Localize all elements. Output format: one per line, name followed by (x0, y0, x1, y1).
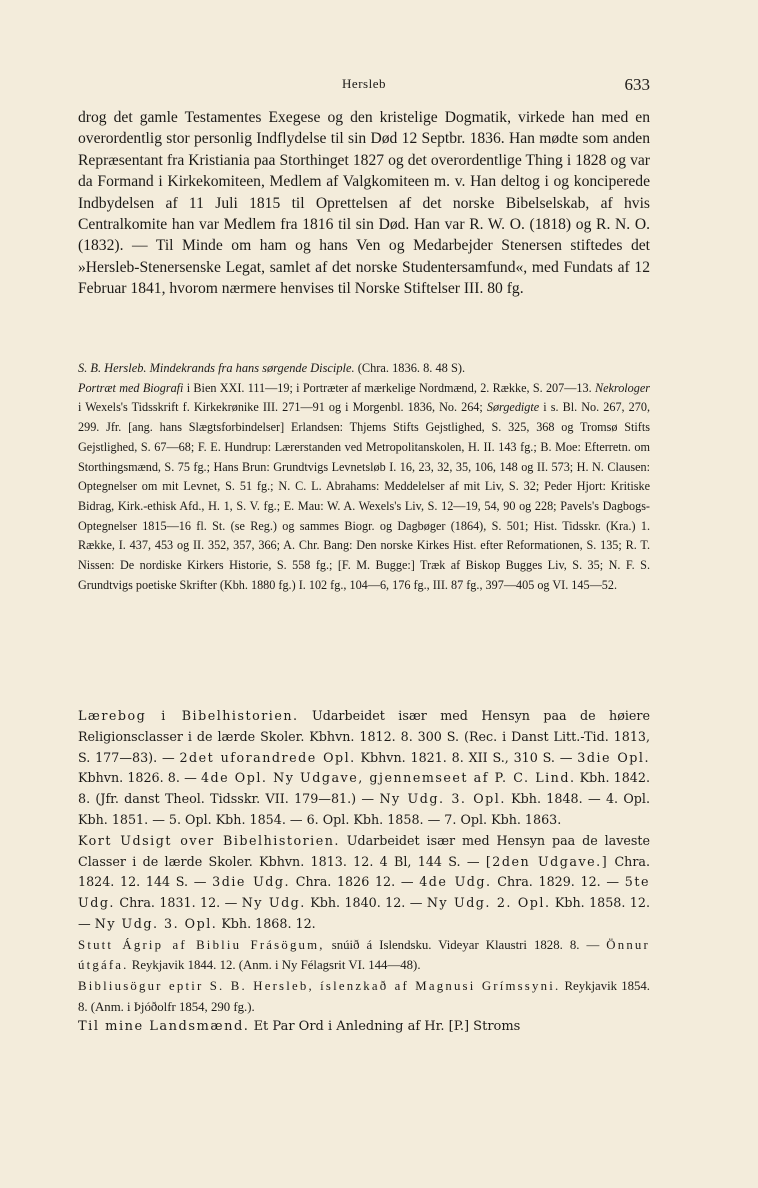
edition-details: Kbh. 1840. 12. — (305, 895, 427, 911)
work-details: snúið á Islendsku. Videyar Klaustri 1828. 8. — (324, 937, 607, 952)
edition-details: Chra. 1829. 12. — (491, 874, 625, 890)
page-number: 633 (624, 75, 650, 94)
running-head-title: Hersleb (342, 76, 386, 91)
edition-label: 3die Udg. (212, 874, 291, 890)
edition-details: Kbhvn. 1821. 8. XII S., 310 S. — (355, 749, 578, 765)
edition-details: Chra. 1826 12. — (290, 874, 420, 890)
sorgedigte-details: i s. Bl. No. 267, 270, 299. Jfr. [ang. hans Slægtsforbindelser] Erlandsen: Thjems Stifts Gejstlighed, S. 325, 368 og Tromsø Stifts Gejstlighed, S. 67—68; F. E. Hundrup: Lærerstanden ved Metropolitanskolen, H. II. 143 fg.; B. Moe: Efterretn. om Storthingsmænd, S. 75 fg.; Hans Brun: Grundtvigs Levnetsløb I. 16, 23, 32, 35, 106, 148 og II. 573; H. N. Clausen: Optegnelser om mit Levnet, S. 51 fg.; N. C. L. Abrahams: Meddelelser af mit Liv, S. 32; Peder Hjort: Kritiske Bidrag, Kirk.-ethisk Afd., H. 1, S. V. fg.; E. Mau: W. A. Wexels's Liv, S. 12—19, 54, 90 og 228; Pavels's Dagbogs-Optegnelser 1815—16 fl. St. (se Reg.) og sammes Biogr. og Dagbøger (1864), S. 501; Hist. Tidsskr. (Kra.) 1. Række, I. 437, 453 og II. 352, 357, 366; A. Chr. Bang: Den norske Kirkes Hist. efter Reformationen, S. 135; R. T. Nissen: De nordiske Kirkers Historie, S. 558 fg.; [F. M. Bugge:] Træk af Biskop Bugges Liv, S. 35; N. F. S. Grundtvigs poetiske Skrifter (Kbh. 1880 fg.) I. 102 fg., 104—6, 176 fg., III. 87 fg., 397—405 og VI. 145—52. (78, 400, 650, 592)
reference-details: (Chra. 1836. 8. 48 S). (357, 361, 466, 375)
biography-text (78, 107, 650, 300)
book-page (78, 0, 650, 1188)
reference-list (78, 379, 650, 596)
edition-details: Kbh. 1858. 12. — (78, 895, 650, 931)
work-entry-laerebog (78, 706, 650, 831)
work-entry-stutt-agrip (78, 935, 650, 976)
work-entry-kort-udsigt (78, 831, 650, 935)
edition-label: 2det uforandrede Opl. (179, 749, 356, 765)
reference-mindekrands (78, 359, 650, 379)
work-details: Et Par Ord i Anledning af Hr. [P.] Stroms (249, 1019, 521, 1035)
reference-author: S. B. Hersleb. (78, 361, 147, 375)
edition-label: Ny Udg. (241, 895, 306, 911)
edition-details: Reykjavik 1844. 12. (Anm. i Ny Félagsrit VI. 144—48). (128, 958, 421, 973)
nekrologer-details: i Wexels's Tidsskrift f. Kirkekrønike III. 271—91 og i Morgenbl. 1836, No. 264; (78, 400, 483, 415)
work-details: Udarbeidet især med Hensyn paa de høiere Religionsclasser i de lærde Skoler. Kbhvn. 1812. 8. 300 S. (Rec. i Danst Litt.-Tid. 1813, S. 177—83). — (78, 708, 650, 765)
work-details: Udarbeidet især med Hensyn paa de laveste Classer i de lærde Skoler. Kbhvn. 1813. 12. 4 Bl, 144 S. — (78, 832, 650, 869)
nekrologer-label: Nekrologer (594, 380, 651, 395)
edition-label: 5te Udg. (78, 874, 650, 911)
work-details: Reykjavik 1854. 8. (Anm. i Þjóðolfr 1854, 290 fg.). (78, 978, 650, 1014)
work-title: Kort Udsigt over Bibelhistorien. (78, 832, 340, 848)
edition-details: Chra. 1831. 12. — (114, 895, 242, 911)
works-list (78, 706, 650, 1038)
work-entry-bibliusogur (78, 976, 650, 1017)
edition-label: 4de Opl. Ny Udgave, gjennemseet af P. C. Lind. (200, 770, 576, 786)
references-block (78, 359, 650, 595)
edition-details: Kbh. 1848. — 4. Opl. Kbh. 1851. — 5. Opl. Kbh. 1854. — 6. Opl. Kbh. 1858. — 7. Opl. Kbh. 1863. (78, 791, 650, 827)
reference-title: Mindekrands fra hans sørgende Disciple. (149, 361, 355, 375)
edition-label: Ny Udg. 2. Opl. (426, 895, 551, 911)
edition-label: Ny Udg. 3. Opl. (379, 791, 506, 807)
work-title: Til mine Landsmænd. (78, 1019, 250, 1035)
sorgedigte-label: Sørgedigte (486, 400, 540, 415)
edition-label: [2den Udgave.] (485, 853, 609, 869)
edition-label: 4de Udg. (419, 874, 492, 890)
edition-label: Önnur útgáfa. (78, 937, 650, 973)
work-title: Stutt Ágrip af Bibliu Frásögum, (78, 937, 325, 952)
biography-paragraph: drog det gamle Testamentes Exegese og den kristelige Dogmatik, virkede han med en overordentlig stor personlig Indflydelse til sin Død 12 Septbr. 1836. Han mødte som anden Repræsentant fra Kristiania paa Storthinget 1827 og det overordentlige Thing i 1828 og var da Formand i Kirkekomiteen, Medlem af Valgkomiteen m. v. Han deltog i og konciperede Indbydelsen af 11 Juli 1815 til Oprettelsen af det norske Bibelselskab, af hvis Centralkomite han var Medlem fra 1816 til sin Død. Han var R. W. O. (1818) og R. N. O. (1832). — Til Minde om ham og hans Ven og Medarbejder Stenersen stiftedes det »Hersleb-Stenersenske Legat, samlet af det norske Studentersamfund«, med Fundats af 12 Februar 1841, hvorom nærmere henvises til Norske Stiftelser III. 80 fg. (78, 109, 650, 298)
edition-details: Kbhvn. 1826. 8. — (78, 770, 201, 786)
portrait-label: Portræt med Biografi (78, 380, 184, 395)
edition-label: 3die Opl. (577, 749, 650, 765)
portrait-details: i Bien XXI. 111—19; i Portræter af mærkelige Nordmænd, 2. Række, S. 207—13. (186, 380, 592, 395)
work-entry-til-mine-landsmaend (78, 1017, 650, 1038)
running-head (78, 76, 650, 96)
edition-details: Chra. 1824. 12. 144 S. — (78, 853, 651, 890)
work-title: Lærebog i Bibelhistorien. (78, 708, 299, 723)
edition-label: Ny Udg. 3. Opl. (94, 915, 218, 931)
work-title: Bibliusögur eptir S. B. Hersleb, íslenzkað af Magnusi Grímssyni. (78, 978, 561, 993)
edition-details: Kbh. 1842. 8. (Jfr. danst Theol. Tidsskr. VII. 179—81.) — (78, 770, 650, 807)
edition-details: Kbh. 1868. 12. (217, 915, 316, 931)
